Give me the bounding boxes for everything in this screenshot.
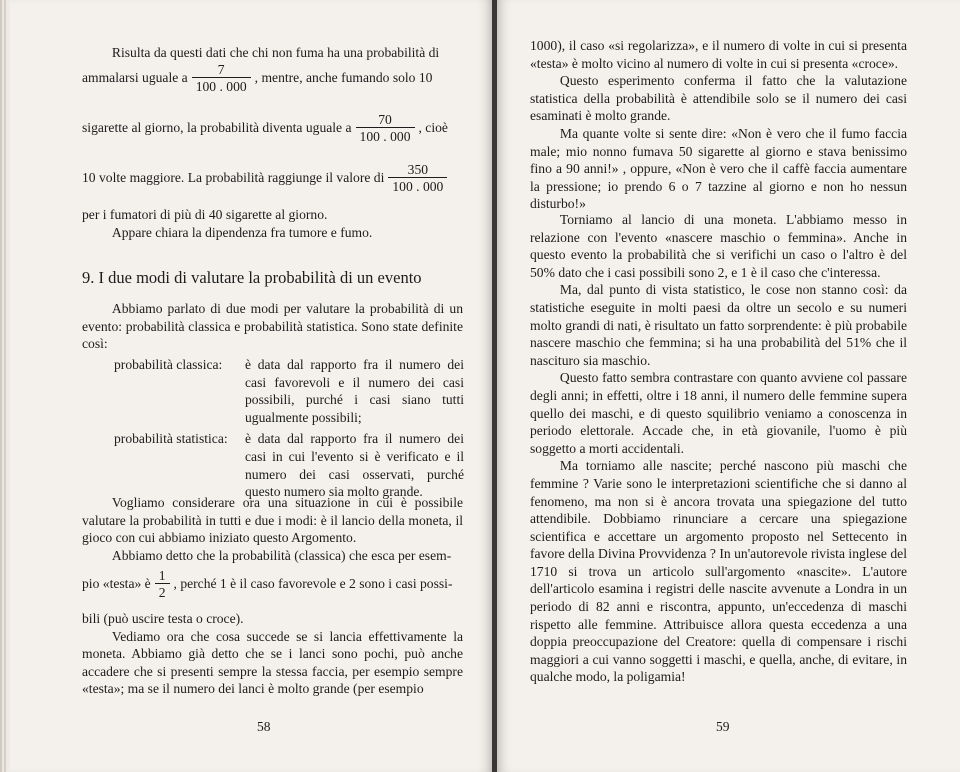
paragraph: Abbiamo detto che la probabilità (classica) che esca per esem-	[111, 547, 452, 563]
text-span: 10 volte maggiore. La probabilità raggiunge il valore di	[82, 170, 385, 186]
paragraph: Ma, dal punto di vista statistico, le cose non stanno così: da statistiche eseguite in molti paesi da oltre un secolo e su numeri molto grandi di nati, è risultato un fatto sorprendente: è più probabile nascere maschio che femmina; si ha una probabilità del 51% che il nascituro sia maschio.	[530, 282, 907, 368]
text-span: pio «testa» è	[82, 576, 151, 592]
paragraph: Questo esperimento conferma il fatto che la valutazione statistica della probabilità è attendibile solo se il numero dei casi esaminati è molto grande.	[530, 73, 907, 124]
text-span: , cioè	[418, 120, 448, 136]
text-span: ammalarsi uguale a	[82, 70, 188, 86]
fraction	[356, 112, 415, 144]
paragraph: Questo fatto sembra contrastare con quanto avviene col passare degli anni; in effetti, oltre i 18 anni, il numero delle femmine supera quello dei maschi, e di questo squilibrio veniamo a conoscenza in periodo elettorale. Accade che, in età giovanile, l'uomo è più soggetto a morti accidentali.	[530, 370, 907, 456]
numerator: 7	[217, 62, 225, 77]
paragraph: Vogliamo considerare ora una situazione in cui è possibile valutare la probabilità in tutti e due i modi: è il lancio della moneta, il gioco con cui abbiamo iniziato questo Argomento.	[82, 495, 463, 546]
page-number: 59	[716, 719, 730, 734]
fraction	[192, 62, 251, 94]
left-block-5	[82, 610, 463, 698]
paragraph: Ma torniamo alle nascite; perché nascono più maschi che femmine ? Varie sono le interpretazioni scientifiche che si danno al fenomeno, ma non si è ancora trovata una spiegazione del tutto attendibile. Dobbiamo rinunciare a cercare una spiegazione scientifica e accettare un argomento proposto nel Settecento in favore della Divina Provvidenza ? In un'autorevole rivista inglese del 1710 si trova un articolo sull'argomento «nascite». L'autore dell'articolo esamina i registri delle nascite avvenute a Londra in un periodo di 82 anni e riscontra, appunto, un'eccedenza di maschi rispetto alle femmine. Attribuisce allora questa eccedenza a una doppia preoccupazione del Creatore: quella di compensare i rischi maggiori a cui vanno soggetti i maschi, e quella, anche, di evitare, in qualche modo, la poligamia!	[530, 458, 907, 685]
definition-text: è data dal rapporto fra il numero dei casi favorevoli e il numero dei casi possibili, purché i casi siano tutti ugualmente possibili;	[245, 357, 464, 425]
definition-term: probabilità statistica:	[114, 431, 228, 447]
numerator: 350	[407, 162, 429, 177]
denominator: 100 . 000	[388, 177, 447, 194]
numerator: 70	[378, 112, 392, 127]
paragraph: Vediamo ora che cosa succede se si lancia effettivamente la moneta. Abbiamo già detto che se i lanci sono pochi, può anche accadere che si presenti sempre la stessa faccia, per esempio sempre «testa»; ma se il numero dei lanci è molto grande (per esempio	[82, 628, 463, 697]
fraction-line-3	[82, 162, 463, 194]
page-edges	[0, 0, 10, 772]
page-number: 58	[257, 719, 271, 734]
paragraph: Ma quante volte si sente dire: «Non è vero che il fumo faccia male; mio nonno fumava 50 sigarette al giorno e stava benissimo fino a 90 anni!» , oppure, «Non è vero che il caffè faccia aumentare la pressione; io prendo 6 o 7 tazzine al giorno e non ho nessun disturbo!»	[530, 125, 907, 212]
paragraph: 1000), il caso «si regolarizza», e il numero di volte in cui si presenta «testa» è molto vicino al numero di volte in cui si presenta «croce».	[530, 38, 907, 71]
fraction-line-2	[82, 112, 463, 144]
fraction-line-4	[82, 568, 463, 600]
denominator: 2	[155, 583, 170, 600]
fraction	[388, 162, 447, 194]
left-block-1	[82, 44, 463, 62]
paragraph: Appare chiara la dipendenza fra tumore e fumo.	[111, 224, 373, 240]
definition-row	[114, 430, 464, 500]
definition-text: è data dal rapporto fra il numero dei casi in cui l'evento si è verificato e il numero dei casi osservati, purché questo numero sia molto grande.	[245, 431, 464, 500]
text-span: , mentre, anche fumando solo 10	[254, 70, 433, 86]
paragraph: bili (può uscire testa o croce).	[82, 611, 244, 626]
paragraph: Abbiamo parlato di due modi per valutare la probabilità di un evento: probabilità classica e probabilità statistica. Sono state definite così:	[82, 301, 463, 352]
paragraph: Torniamo al lancio di una moneta. L'abbiamo messo in relazione con l'evento «nascere maschio o femmina». Anche in questo evento la probabilità che si verifichi un caso o l'altro è del 50% dato che i casi possibili sono 2, e 1 è il caso che c'interessa.	[530, 212, 907, 280]
left-block-3	[82, 300, 463, 353]
paragraph: Risulta da questi dati che chi non fuma ha una probabilità di	[111, 45, 440, 60]
definition-term: probabilità classica:	[114, 357, 223, 372]
numerator: 1	[158, 568, 166, 583]
definition-row	[114, 356, 464, 426]
text-span: sigarette al giorno, la probabilità diventa uguale a	[82, 120, 352, 136]
section-heading: 9. I due modi di valutare la probabilità di un evento	[82, 268, 422, 287]
right-block-2	[530, 211, 907, 686]
fraction-line-1	[82, 62, 463, 94]
text-span: , perché 1 è il caso favorevole e 2 sono i casi possi-	[173, 576, 453, 592]
right-block-1	[530, 37, 907, 213]
definitions	[114, 356, 464, 501]
left-block-2	[82, 206, 463, 241]
denominator: 100 . 000	[356, 127, 415, 144]
fraction	[155, 568, 170, 600]
paragraph: per i fumatori di più di 40 sigarette al giorno.	[82, 207, 328, 222]
left-block-4	[82, 494, 463, 564]
denominator: 100 . 000	[192, 77, 251, 94]
